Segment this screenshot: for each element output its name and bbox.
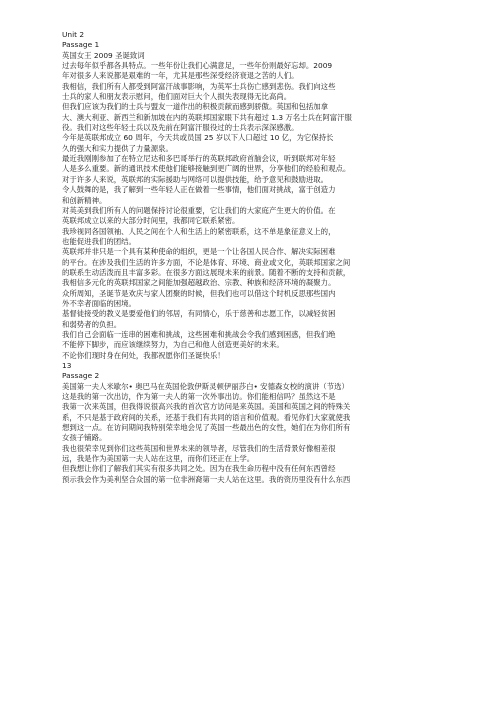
unit-heading: Unit 2: [62, 30, 85, 39]
text-line: 想到这一点。在访问期间我特别荣幸地会见了英国一些最出色的女性，她们在为你们所有: [62, 423, 351, 433]
text-line: 不论你们现时身在何处，我都祝愿你们圣诞快乐！: [62, 350, 225, 360]
page-number: 13: [62, 361, 72, 370]
text-line: 人是多么重要。新的通讯技术使他们能够接触到更广阔的世界，分享他们的经验和观点。: [62, 164, 351, 174]
text-line: 我第一次来英国，但我得说很高兴我的首次官方访问是来英国。美国和英国之间的特殊关: [62, 402, 351, 412]
text-line: 远，我是作为美国第一夫人站在这里，而你们还正在上学。: [62, 454, 255, 464]
text-line: 今年是英联邦成立 60 周年，今天共或员国 25 岁以下人口超过 10 亿，为它保持长: [62, 133, 334, 143]
text-line: 也能促进我们的团结。: [62, 236, 136, 246]
text-line: 对于许多人来说，英联邦的实际援助与网络可以提供技能，给予意见和鼓励进取。: [62, 174, 329, 184]
text-line: 外不幸者面临的困境。: [62, 298, 136, 308]
text-line: 不能停下脚步，而应该继续努力，为自己和他人创造更美好的未来。: [62, 340, 284, 350]
text-line: 久的强大和实力提供了力量源泉。: [62, 143, 173, 153]
text-line: 但我们应该为我们的士兵与盟友一道作出的积极贡献而感到骄傲。英国和包括加拿: [62, 102, 329, 112]
text-line: 基督徒接受的教义是要爱他们的邻居，有同情心，乐于慈善和志愿工作，以减轻贫困: [62, 309, 336, 319]
text-line: 年对很多人来说都是艰难的一年，尤其是那些深受经济衰退之苦的人们。: [62, 71, 299, 81]
text-line: 众所周知，圣诞节是欢庆与家人团聚的时候，但我们也可以借这个时机反思那些国内: [62, 288, 336, 298]
text-line: 和弱势者的负担。: [62, 319, 122, 329]
text-line: 英联邦成立以来的大部分时间里，我都同它联系紧密。: [62, 216, 240, 226]
document-text: [62, 30, 482, 485]
text-line: 过去每年似乎都各具特点。一些年份让我们心满意足，一些年份则最好忘却。2009: [62, 61, 333, 71]
text-line: 系，不只是基于政府间的关系，还基于我们有共同的语言和价值观。看见你们大家就使我: [62, 412, 351, 422]
text-line: 和创新精神。: [62, 195, 107, 205]
passage-2-title: 美国第一夫人米歇尔• 奥巴马在英国伦敦伊斯灵顿伊丽莎白• 安德森女校的演讲（节选）: [62, 381, 349, 391]
text-line: 的联系生动活泼而且丰富多彩。在很多方面这展现未来的前景。随着不断的支持和贡献，: [62, 267, 351, 277]
text-line: 我相信多元化的英联邦国家之间能加强超越政治、宗教、种族和经济环境的凝聚力。: [62, 278, 336, 288]
text-line: 我也很荣幸见到你们这些英国和世界未来的领导者，尽管我们的生活背景好像相差很: [62, 443, 336, 453]
text-line: 英联邦并非只是一个具有某种使命的组织，更是一个让各国人民合作、解决实际困难: [62, 247, 336, 257]
text-line: 的平台。在涉及我们生活的许多方面，不论是体育、环境、商业或文化，英联邦国家之间: [62, 257, 351, 267]
text-line: 役。我们对这些年轻士兵以及先前在阿富汗服役过的士兵表示深深感激。: [62, 123, 299, 133]
text-line: 女孩子铺路。: [62, 433, 107, 443]
text-line: 大、澳大利亚、新西兰和新加坡在内的英联邦国家眼下共有超过 1.3 万名士兵在阿富汗服: [62, 112, 352, 122]
text-line: 我相信，我们所有人都受到阿富汗战事影响，为英军士兵伤亡感到悲伤。我们向这些: [62, 81, 336, 91]
text-line: 预示我会作为美利坚合众国的第一位非洲裔第一夫人站在这里。我的资历里没有什么东西: [62, 474, 351, 484]
text-line: 但我想让你们了解我们其实有很多共同之处。因为在我生命历程中没有任何东西曾经: [62, 464, 336, 474]
passage-1-heading: Passage 1: [62, 40, 100, 50]
passage-1-title: 英国女王 2009 圣诞致词: [62, 50, 145, 60]
text-line: 这是我的第一次出访，作为第一夫人的第一次外事出访。你们能相信吗？虽然这不是: [62, 392, 336, 402]
passage-2-heading: Passage 2: [62, 371, 100, 381]
text-line: 对英美到我们所有人的问题保持讨论很重要，它让我们的大家庭产生更大的价值。在: [62, 205, 336, 215]
text-line: 令人鼓舞的是，我了解到一些年轻人正在做着一些事情，他们面对挑战，富于创造力: [62, 185, 336, 195]
text-line: 最近我刚刚参加了在特立尼达和多巴哥举行的英联邦政府首脑会议，听到联邦对年轻: [62, 154, 336, 164]
text-line: 我珍视同各国领袖、人民之间在个人和生活上的紧密联系，这不单是象征意义上的，: [62, 226, 336, 236]
text-line: 我们自己会面临一连串的困难和挑战，这些困难和挑战会令我们感到困惑，但我们绝: [62, 329, 336, 339]
text-line: 士兵的家人和朋友表示慰问，他们面对巨大个人损失表现得无比高尚。: [62, 92, 292, 102]
